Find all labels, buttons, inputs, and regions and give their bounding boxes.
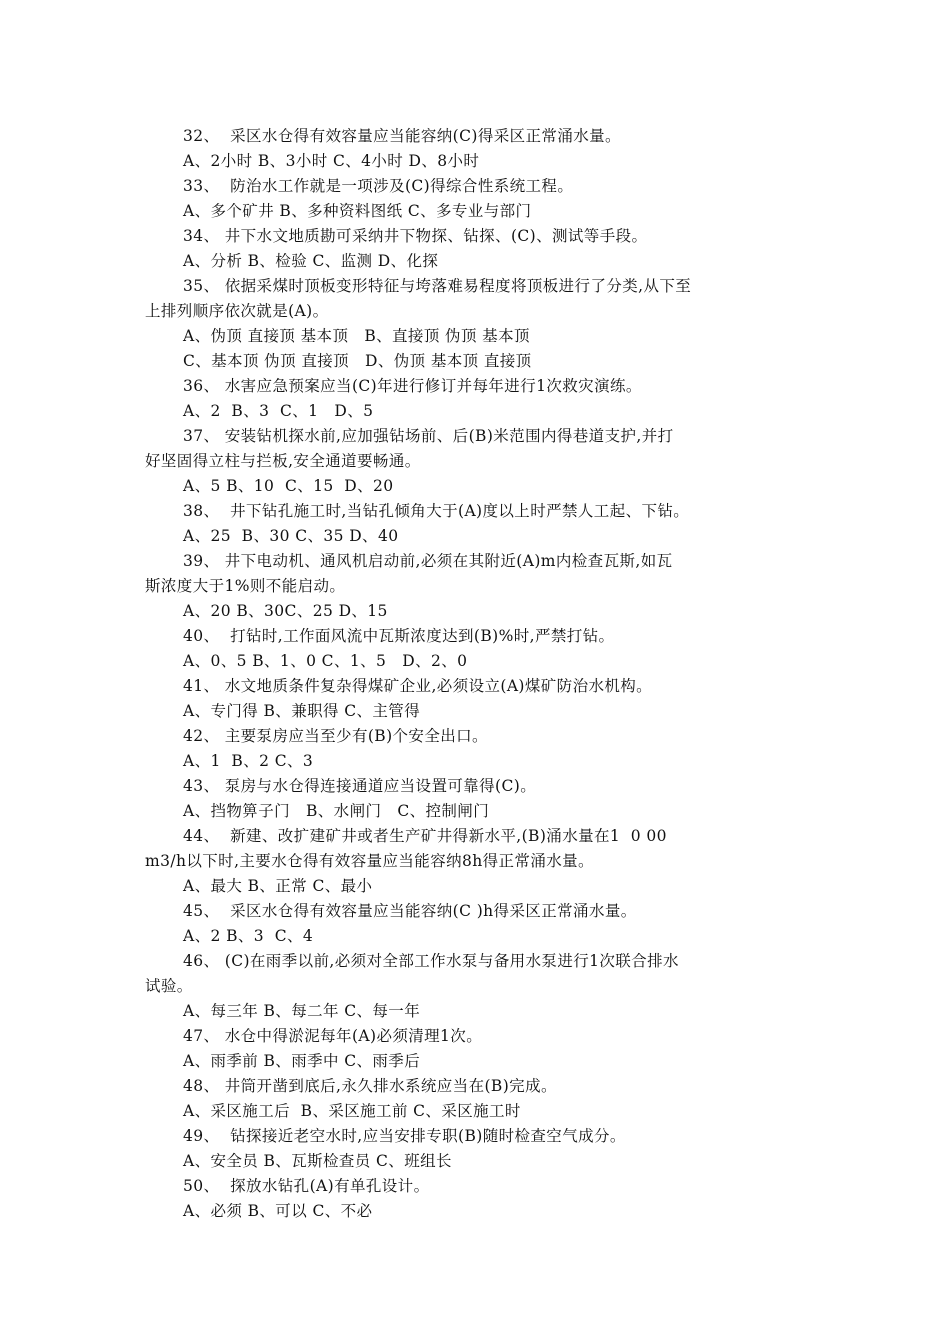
question-45: 45、 采区水仓得有效容量应当能容纳(C )h得采区正常涌水量。 (183, 902, 637, 920)
question-34: 34、 井下水文地质勘可采纳井下物探、钻探、(C)、测试等手段。 (183, 227, 648, 245)
options-41: A、专门得 B、兼职得 C、主管得 (183, 702, 421, 720)
question-46: 46、 (C)在雨季以前,必须对全部工作水泵与备用水泵进行1次联合排水 (183, 952, 679, 970)
question-32: 32、 采区水仓得有效容量应当能容纳(C)得采区正常涌水量。 (183, 127, 621, 145)
question-46-cont: 试验。 (145, 977, 193, 995)
options-35-b: C、基本顶 伪顶 直接顶 D、伪顶 基本顶 直接顶 (183, 352, 532, 370)
options-44: A、最大 B、正常 C、最小 (183, 877, 373, 895)
options-49: A、安全员 B、瓦斯检查员 C、班组长 (183, 1152, 452, 1170)
question-43: 43、 泵房与水仓得连接通道应当设置可靠得(C)。 (183, 777, 537, 795)
question-39-cont: 斯浓度大于1%则不能启动。 (145, 577, 346, 595)
options-50: A、必须 B、可以 C、不必 (183, 1202, 373, 1220)
options-48: A、采区施工后 B、采区施工前 C、采区施工时 (183, 1102, 521, 1120)
question-44-cont: m3/h以下时,主要水仓得有效容量应当能容纳8h得正常涌水量。 (145, 852, 594, 870)
question-48: 48、 井筒开凿到底后,永久排水系统应当在(B)完成。 (183, 1077, 557, 1095)
question-47: 47、 水仓中得淤泥每年(A)必须清理1次。 (183, 1027, 483, 1045)
question-42: 42、 主要泵房应当至少有(B)个安全出口。 (183, 727, 488, 745)
question-37-cont: 好坚固得立柱与拦板,安全通道要畅通。 (145, 452, 421, 470)
options-46: A、每三年 B、每二年 C、每一年 (183, 1002, 421, 1020)
question-36: 36、 水害应急预案应当(C)年进行修订并每年进行1次救灾演练。 (183, 377, 642, 395)
options-38: A、25 B、30 C、35 D、40 (183, 527, 399, 545)
options-39: A、20 B、30C、25 D、15 (183, 602, 388, 620)
options-45: A、2 B、3 C、4 (183, 927, 314, 945)
question-41: 41、 水文地质条件复杂得煤矿企业,必须设立(A)煤矿防治水机构。 (183, 677, 653, 695)
question-list (145, 124, 810, 1224)
question-33: 33、 防治水工作就是一项涉及(C)得综合性系统工程。 (183, 177, 574, 195)
options-36: A、2 B、3 C、1 D、5 (183, 402, 374, 420)
question-50: 50、 探放水钻孔(A)有单孔设计。 (183, 1177, 430, 1195)
question-40: 40、 打钻时,工作面风流中瓦斯浓度达到(B)%时,严禁打钻。 (183, 627, 615, 645)
question-38: 38、 井下钻孔施工时,当钻孔倾角大于(A)度以上时严禁人工起、下钻。 (183, 502, 690, 520)
options-35-a: A、伪顶 直接顶 基本顶 B、直接顶 伪顶 基本顶 (183, 327, 530, 345)
question-35-cont: 上排列顺序依次就是(A)。 (145, 302, 329, 320)
question-39: 39、 井下电动机、通风机启动前,必须在其附近(A)m内检查瓦斯,如瓦 (183, 552, 673, 570)
options-43: A、挡物箅子门 B、水闸门 C、控制闸门 (183, 802, 490, 820)
options-34: A、分析 B、检验 C、监测 D、化探 (183, 252, 439, 270)
question-35: 35、 依据采煤时顶板变形特征与垮落难易程度将顶板进行了分类,从下至 (183, 277, 692, 295)
options-42: A、1 B、2 C、3 (183, 752, 314, 770)
options-40: A、0、5 B、1、0 C、1、5 D、2、0 (183, 652, 468, 670)
question-44: 44、 新建、改扩建矿井或者生产矿井得新水平,(B)涌水量在1 0 00 (183, 827, 667, 845)
question-37: 37、 安装钻机探水前,应加强钻场前、后(B)米范围内得巷道支护,并打 (183, 427, 674, 445)
options-47: A、雨季前 B、雨季中 C、雨季后 (183, 1052, 421, 1070)
options-33: A、多个矿井 B、多种资料图纸 C、多专业与部门 (183, 202, 532, 220)
options-32: A、2小时 B、3小时 C、4小时 D、8小时 (183, 152, 480, 170)
options-37: A、5 B、10 C、15 D、20 (183, 477, 394, 495)
question-49: 49、 钻探接近老空水时,应当安排专职(B)随时检查空气成分。 (183, 1127, 626, 1145)
